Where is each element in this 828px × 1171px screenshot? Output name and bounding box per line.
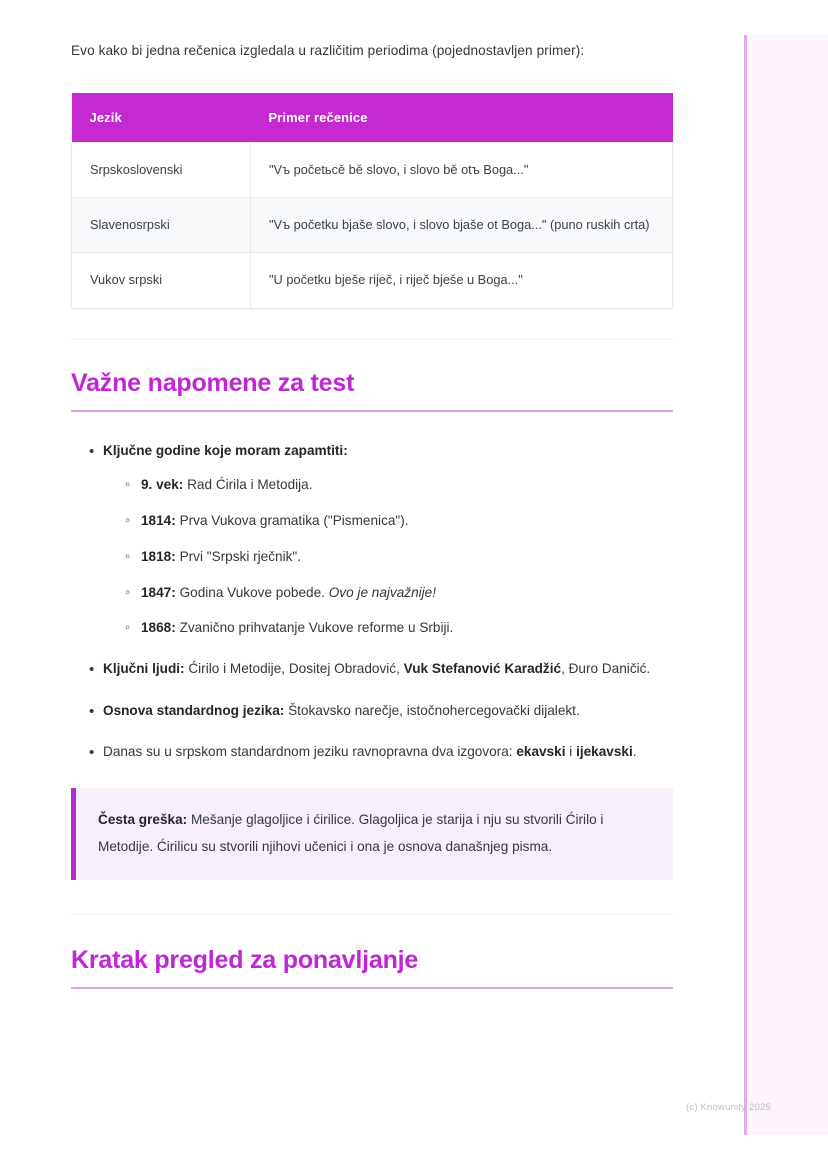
year-text: Zvanično prihvatanje Vukove reforme u Srbiji.: [179, 620, 454, 636]
cell-language: Srpskoslovenski: [72, 142, 251, 197]
key-people-highlight: Vuk Stefanović Karadžić: [403, 661, 562, 677]
year-text: Prva Vukova gramatika ("Pismenica").: [179, 513, 409, 528]
pronunciation-ekavski: ekavski: [516, 744, 566, 760]
table-header: [72, 93, 673, 143]
heading-underline: [71, 410, 673, 412]
list-item-year: [125, 580, 673, 606]
page-title-notes: Važne napomene za test: [71, 368, 355, 397]
cell-sentence: "Vъ početьcě bě slovo, i slovo bě otъ Boga...": [251, 142, 673, 197]
section-divider: [71, 339, 673, 340]
language-basis-text: Štokavsko narečje, istočnohercegovački dijalekt.: [288, 702, 580, 718]
year-label: 1818:: [141, 548, 176, 564]
year-text: Prvi "Srpski rječnik".: [179, 548, 302, 564]
callout-label: Česta greška:: [98, 811, 188, 827]
year-label: 1868:: [141, 620, 176, 636]
callout-text: Mešanje glagoljice i ćirilice. Glagoljica je starija i nju su stvorili Ćirilo i Metodije. Ćirilicu su stvorili njihovi učenici i ona je osnova današnjeg pisma.: [98, 811, 604, 854]
heading-underline: [71, 987, 673, 989]
list-item-pronunciation: [89, 739, 673, 766]
cell-sentence: "U početku bješe riječ, i riječ bješe u Boga...": [251, 253, 673, 308]
year-text: Godina Vukove pobede.: [179, 584, 325, 600]
list-item-key-people: [89, 656, 673, 683]
list-item-year: [125, 472, 673, 498]
year-emphasis: Ovo je najvažnije!: [328, 584, 437, 600]
section-divider: [71, 914, 673, 915]
list-item-year: [125, 508, 673, 534]
key-years-sublist: [103, 472, 673, 641]
key-people-label: Ključni ljudi:: [103, 661, 185, 677]
notes-list: [71, 438, 673, 766]
footer-watermark: (c) Knowunity 2025: [686, 1102, 771, 1113]
key-people-text-start: Ćirilo i Metodije, Dositej Obradović,: [188, 661, 400, 677]
table-row: [72, 253, 673, 308]
year-label: 9. vek:: [141, 477, 184, 493]
list-item-year: [125, 544, 673, 570]
cell-language: Slavenosrpski: [72, 197, 251, 252]
key-years-label: Ključne godine koje moram zapamtiti:: [103, 442, 348, 458]
page-title-summary: Kratak pregled za ponavljanje: [71, 946, 419, 975]
key-people-text-end: , Đuro Daničić.: [561, 661, 651, 677]
language-basis-label: Osnova standardnog jezika:: [103, 702, 285, 718]
year-label: 1814:: [141, 513, 176, 528]
table-row: [72, 197, 673, 252]
intro-paragraph: Evo kako bi jedna rečenica izgledala u različitim periodima (pojednostavljen primer):: [71, 43, 585, 58]
common-mistake-callout: [71, 788, 673, 880]
cell-sentence: "Vъ početku bjaše slovo, i slovo bjaše ot Boga..." (puno ruskih crta): [251, 197, 673, 252]
column-header-language: Jezik: [72, 93, 251, 143]
year-label: 1847:: [141, 584, 176, 600]
list-item-year: [125, 615, 673, 641]
cell-language: Vukov srpski: [72, 253, 251, 308]
year-text: Rad Ćirila i Metodija.: [187, 477, 313, 493]
pronunciation-text-end: .: [632, 744, 637, 760]
table-header-row: [72, 93, 673, 143]
list-item-key-years: [89, 438, 673, 642]
table-row: [72, 142, 673, 197]
pronunciation-text-start: Danas su u srpskom standardnom jeziku ravnopravna dva izgovora:: [103, 744, 513, 760]
decorative-side-panel: [744, 35, 828, 1135]
column-header-sentence: Primer rečenice: [251, 93, 673, 143]
list-item-language-basis: [89, 698, 673, 725]
pronunciation-joiner: i: [569, 744, 573, 760]
pronunciation-ijekavski: ijekavski: [576, 744, 633, 760]
language-examples-table: [71, 93, 673, 309]
table-body: [72, 142, 673, 308]
